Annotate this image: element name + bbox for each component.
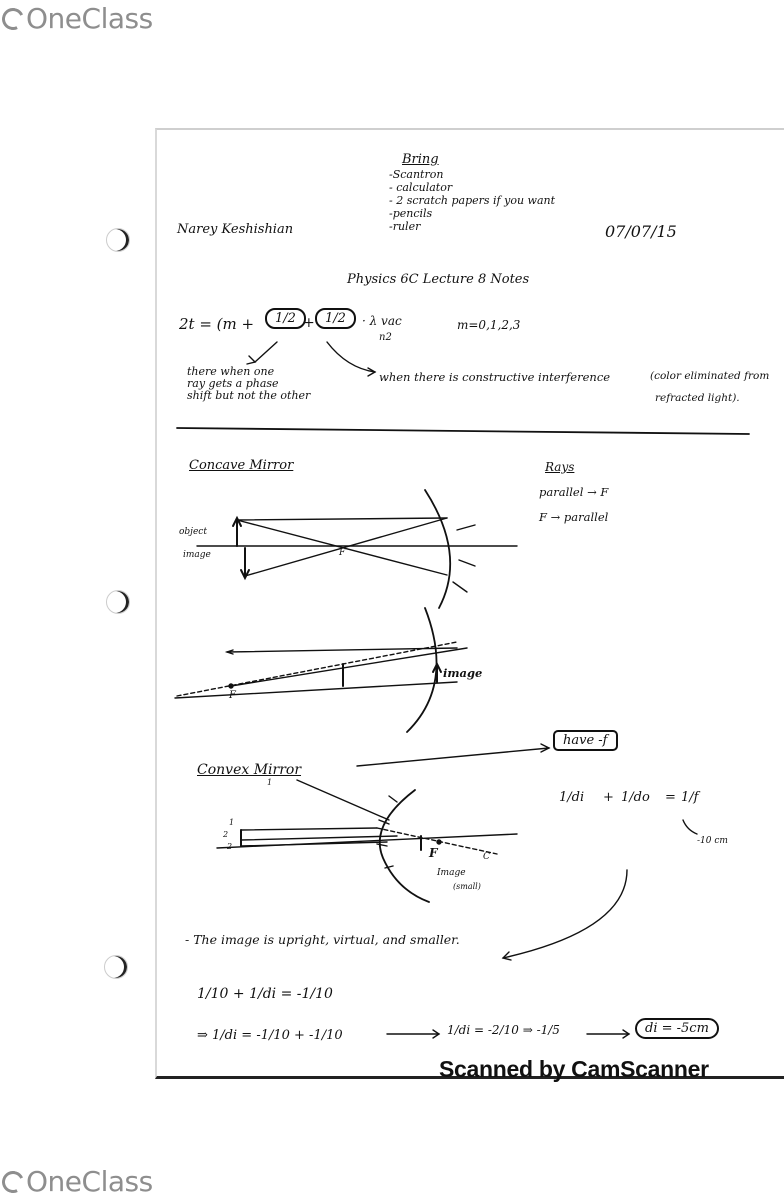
formula-plus: + <box>303 315 315 331</box>
brand-text: OneClass <box>26 2 153 35</box>
paren-note-2: refracted light). <box>655 392 740 404</box>
image-label-2: image <box>443 666 483 680</box>
note-line: there when one <box>187 365 275 378</box>
ray-toward-f-3 <box>241 836 397 840</box>
arrow-to-statement <box>503 870 627 958</box>
diagram-layer <box>157 130 784 1076</box>
brand-text: OneClass <box>26 1165 153 1198</box>
ray-rule-1: parallel → F <box>539 485 609 499</box>
ray-lower-3 <box>241 842 387 846</box>
mirror-hatch <box>453 525 475 592</box>
formula-lambda: · λ vac <box>362 314 402 328</box>
result-box: di = -5cm <box>635 1018 719 1039</box>
student-name: Narey Keshishian <box>177 222 294 237</box>
calc-step-1: 1/10 + 1/di = -1/10 <box>197 986 333 1002</box>
image-statement: - The image is upright, virtual, and smaller. <box>185 932 460 947</box>
f-value-leader <box>683 820 697 834</box>
mirror-eq-do: 1/do <box>621 790 650 805</box>
object-label: object <box>179 527 207 537</box>
focal-point-2 <box>229 684 233 688</box>
bring-item: -ruler <box>389 220 421 233</box>
ray-diverging-3 <box>297 780 389 820</box>
convex-image-sub: (small) <box>453 882 481 891</box>
convex-image-label: Image <box>437 868 466 878</box>
bring-item: - 2 scratch papers if you want <box>389 194 556 207</box>
image-label: image <box>183 550 211 560</box>
note-line: shift but not the other <box>187 389 311 402</box>
mirror-eq-plus: + <box>603 790 614 805</box>
rays-title: Rays <box>545 460 575 474</box>
f-value: -10 cm <box>697 836 728 846</box>
mirror-eq-f: 1/f <box>681 790 699 805</box>
formula-half-1: 1/2 <box>265 308 306 329</box>
concave-mirror-1 <box>425 490 450 608</box>
center-label: C <box>483 852 490 862</box>
note-line: ray gets a phase <box>187 377 279 390</box>
oneclass-logo-icon <box>0 4 27 32</box>
convex-focal-label: F <box>429 846 438 860</box>
punch-hole <box>106 228 130 252</box>
arrow-to-have-f <box>357 748 549 766</box>
calc-step-3: 1/di = -2/10 ⇒ -1/5 <box>447 1023 560 1037</box>
mirror-eq-di: 1/di <box>559 790 585 805</box>
have-negative-f-box: have -f <box>553 730 618 751</box>
focal-point-3 <box>437 840 441 844</box>
oneclass-logo-icon <box>0 1167 27 1195</box>
focal-label: F <box>339 548 346 558</box>
bring-title: Bring <box>402 152 439 167</box>
bring-item: - calculator <box>389 181 453 194</box>
ray-rule-2: F → parallel <box>539 510 609 524</box>
notes-page <box>155 128 784 1082</box>
focal-label-2: F <box>229 690 236 701</box>
bring-item: -pencils <box>389 207 433 220</box>
mirror-eq-equals: = <box>665 790 676 805</box>
concave-heading: Concave Mirror <box>189 458 294 473</box>
ray-from-f-2 <box>231 648 467 686</box>
formula-half-2: 1/2 <box>315 308 356 329</box>
ray-label: 1 <box>267 778 273 787</box>
formula-n2: n2 <box>379 332 392 343</box>
oneclass-logo-top <box>2 2 153 35</box>
punch-hole <box>104 955 128 979</box>
calc-step-2: ⇒ 1/di = -1/10 + -1/10 <box>197 1028 343 1043</box>
concave-mirror-2 <box>407 608 437 732</box>
arrow-to-phase-note <box>255 342 277 362</box>
constructive-note: when there is constructive interference <box>379 370 611 384</box>
ray-label: 2 <box>223 830 229 839</box>
m-values: m=0,1,2,3 <box>457 318 521 332</box>
arrow-head <box>247 356 255 364</box>
principal-axis-2 <box>175 682 457 698</box>
ray-parallel-1 <box>237 518 447 520</box>
oneclass-logo-bottom <box>2 1165 153 1198</box>
camscanner-watermark: Scanned by CamScanner <box>439 1056 709 1082</box>
punch-hole <box>106 590 130 614</box>
convex-heading: Convex Mirror <box>197 762 302 778</box>
paren-note: (color eliminated from <box>650 370 770 382</box>
ray-parallel-3 <box>241 828 377 830</box>
formula-lhs: 2t = (m + <box>179 315 255 333</box>
note-date: 07/07/15 <box>605 222 677 241</box>
page-title: Physics 6C Lecture 8 Notes <box>347 272 530 287</box>
section-divider <box>177 428 749 434</box>
ray-label: 2 <box>227 842 233 851</box>
ray-label: 1 <box>229 818 235 827</box>
bring-item: -Scantron <box>389 168 444 181</box>
ray-upper-2 <box>227 648 457 652</box>
